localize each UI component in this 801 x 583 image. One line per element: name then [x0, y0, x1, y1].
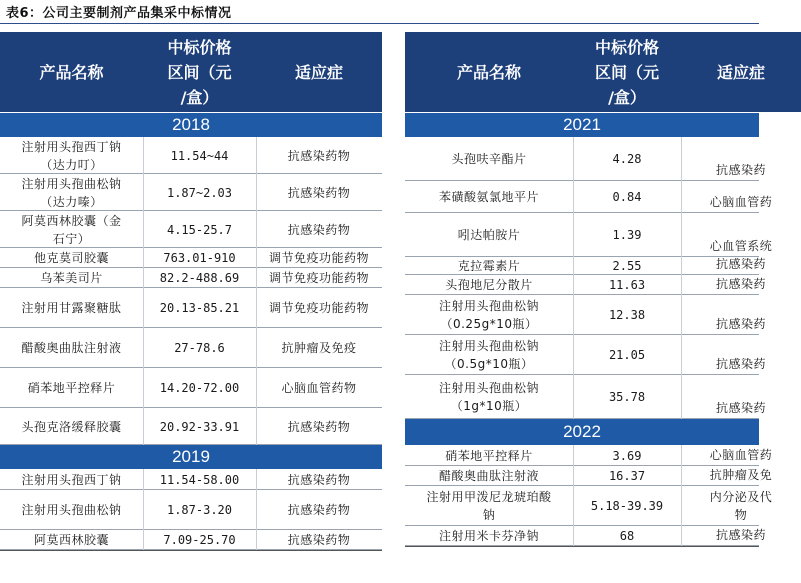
column-divider — [256, 248, 257, 268]
product-name-cell: 注射用头孢曲松钠 （达力嗪） — [21, 176, 122, 209]
table-bottom-border — [0, 550, 382, 551]
indication-cell: 内分泌及代 物 — [709, 490, 773, 522]
product-name-cell: 注射用头孢曲松钠 — [21, 503, 122, 517]
table-row — [0, 211, 382, 248]
indication-cell: 抗感染药物 — [287, 472, 351, 487]
column-divider — [573, 275, 574, 295]
indication-cell: 抗感染药 — [715, 357, 766, 371]
column-divider — [256, 490, 257, 530]
product-name-cell: 阿莫西林胶囊（金 石宁） — [21, 213, 122, 246]
indication-cell: 心脑血管药物 — [281, 381, 357, 395]
price-cell: 68 — [619, 529, 635, 543]
column-divider — [681, 466, 682, 486]
column-divider — [143, 469, 144, 490]
column-divider — [256, 174, 257, 211]
price-cell: 14.20-72.00 — [159, 381, 240, 395]
left-table — [0, 0, 382, 583]
column-divider — [256, 328, 257, 368]
header-product-name: 产品名称 — [0, 32, 143, 112]
table-row — [0, 288, 382, 328]
product-name-cell: 头孢呋辛酯片 — [451, 152, 527, 166]
table-row — [0, 174, 382, 211]
product-name-cell: 阿莫西林胶囊 — [33, 533, 109, 547]
indication-cell: 抗感染药物 — [287, 503, 351, 517]
table-row — [405, 526, 766, 546]
product-name-cell: 乌苯美司片 — [40, 271, 103, 285]
price-cell: 20.13-85.21 — [159, 301, 240, 315]
column-divider — [143, 408, 144, 445]
table-row — [0, 368, 382, 408]
price-cell: 27-78.6 — [174, 341, 225, 355]
year-row: 2019 — [0, 445, 382, 469]
column-divider — [681, 335, 682, 375]
column-divider — [573, 445, 574, 466]
table-row — [405, 181, 773, 213]
column-divider — [143, 288, 144, 328]
column-divider — [573, 466, 574, 486]
indication-cell: 抗感染药 — [715, 401, 766, 415]
column-divider — [681, 181, 682, 213]
product-name-cell: 苯磺酸氨氯地平片 — [438, 190, 539, 204]
column-divider — [681, 295, 682, 335]
table-row — [405, 257, 766, 275]
indication-cell: 抗肿瘤及免 — [709, 468, 773, 482]
column-divider — [573, 526, 574, 546]
column-divider — [256, 137, 257, 174]
price-cell: 16.37 — [608, 469, 646, 483]
price-cell: 12.38 — [608, 308, 646, 322]
column-divider — [143, 368, 144, 408]
price-cell: 1.39 — [612, 228, 642, 242]
table-row — [0, 469, 382, 490]
column-divider — [143, 530, 144, 550]
column-divider — [573, 486, 574, 526]
table-row — [0, 490, 382, 530]
column-divider — [143, 174, 144, 211]
product-name-cell: 注射用头孢曲松钠 （0.25g*10瓶） — [438, 299, 539, 331]
product-name-cell: 克拉霉素片 — [457, 259, 521, 273]
price-cell: 3.69 — [612, 448, 642, 463]
price-cell: 4.15-25.7 — [166, 222, 233, 237]
price-cell: 1.87~2.03 — [166, 185, 233, 200]
indication-cell: 抗感染药 — [715, 163, 766, 177]
table-row — [0, 408, 382, 445]
table-row — [0, 248, 382, 268]
column-divider — [681, 375, 682, 419]
indication-cell: 调节免疫功能药物 — [268, 301, 369, 315]
column-divider — [143, 328, 144, 368]
column-divider — [573, 137, 574, 181]
right-table — [405, 0, 773, 583]
table-row — [0, 328, 382, 368]
header-price-range: 中标价格 区间（元 /盒） — [143, 32, 256, 112]
table-row — [0, 137, 382, 174]
price-cell: 35.78 — [608, 390, 646, 404]
product-name-cell: 硝苯地平控释片 — [445, 448, 533, 463]
column-divider — [681, 257, 682, 275]
column-divider — [143, 490, 144, 530]
indication-cell: 抗感染药物 — [287, 419, 351, 434]
price-cell: 11.54~44 — [170, 148, 229, 163]
column-divider — [681, 526, 682, 546]
column-divider — [256, 530, 257, 550]
column-divider — [256, 288, 257, 328]
indication-cell: 调节免疫功能药物 — [268, 251, 369, 265]
price-cell: 4.28 — [612, 152, 642, 166]
indication-cell: 抗感染药 — [715, 257, 766, 271]
header-indication: 适应症 — [681, 32, 801, 112]
product-name-cell: 头孢克洛缓释胶囊 — [21, 419, 122, 434]
table-row — [405, 295, 766, 335]
indication-cell: 抗感染药物 — [287, 222, 351, 237]
column-divider — [573, 375, 574, 419]
header-indication: 适应症 — [256, 32, 382, 112]
year-row: 2018 — [0, 113, 382, 137]
header-product-name: 产品名称 — [405, 32, 573, 112]
product-name-cell: 注射用米卡芬净钠 — [438, 529, 539, 543]
column-divider — [256, 368, 257, 408]
column-divider — [573, 335, 574, 375]
table-title: 表6：公司主要制剂产品集采中标情况 — [6, 6, 232, 21]
indication-cell: 调节免疫功能药物 — [268, 271, 369, 285]
column-divider — [573, 213, 574, 257]
product-name-cell: 注射用头孢西丁钠 （达力叮） — [21, 139, 122, 172]
indication-cell: 抗肿瘤及免疫 — [281, 341, 357, 355]
product-name-cell: 注射用头孢曲松钠 （1g*10瓶） — [438, 381, 539, 413]
product-name-cell: 注射用甘露聚糖肽 — [21, 301, 122, 315]
product-name-cell: 吲达帕胺片 — [457, 228, 521, 242]
column-divider — [143, 211, 144, 248]
column-divider — [256, 211, 257, 248]
price-cell: 5.18-39.39 — [590, 499, 664, 513]
indication-cell: 心脑血管药 — [709, 448, 773, 462]
price-cell: 20.92-33.91 — [159, 419, 240, 434]
column-divider — [681, 213, 682, 257]
indication-cell: 抗感染药 — [715, 317, 766, 331]
column-divider — [143, 248, 144, 268]
price-cell: 82.2-488.69 — [159, 271, 240, 285]
column-divider — [573, 295, 574, 335]
indication-cell: 抗感染药 — [715, 528, 766, 542]
indication-cell: 心血管系统 — [709, 239, 773, 253]
price-cell: 2.55 — [612, 259, 642, 273]
column-divider — [681, 486, 682, 526]
table-row — [405, 486, 773, 526]
table-row — [405, 275, 766, 295]
column-divider — [681, 445, 682, 466]
product-name-cell: 注射用甲泼尼龙琥珀酸 钠 — [426, 490, 552, 522]
table-bottom-border — [405, 546, 759, 547]
indication-cell: 抗感染药物 — [287, 185, 351, 200]
price-cell: 0.84 — [612, 190, 642, 204]
column-divider — [573, 257, 574, 275]
product-name-cell: 注射用头孢西丁钠 — [21, 472, 122, 487]
table-row — [405, 137, 766, 181]
indication-cell: 抗感染药物 — [287, 533, 351, 547]
column-divider — [256, 268, 257, 288]
column-divider — [681, 137, 682, 181]
column-divider — [573, 181, 574, 213]
price-cell: 763.01-910 — [163, 251, 236, 265]
column-divider — [143, 137, 144, 174]
indication-cell: 抗感染药 — [715, 277, 766, 291]
price-cell: 21.05 — [608, 348, 646, 362]
product-name-cell: 醋酸奥曲肽注射液 — [21, 341, 122, 355]
year-row: 2022 — [405, 419, 759, 445]
table-row — [0, 268, 382, 288]
product-name-cell: 注射用头孢曲松钠 （0.5g*10瓶） — [438, 339, 539, 371]
table-row — [405, 375, 766, 419]
table-row — [405, 335, 766, 375]
column-divider — [256, 469, 257, 490]
column-divider — [681, 275, 682, 295]
indication-cell: 抗感染药物 — [287, 148, 351, 163]
product-name-cell: 醋酸奥曲肽注射液 — [438, 469, 539, 483]
table-row — [405, 466, 773, 486]
year-row: 2021 — [405, 113, 759, 137]
table-row — [405, 213, 773, 257]
table-row — [0, 530, 382, 550]
price-cell: 11.54-58.00 — [159, 472, 240, 487]
price-cell: 1.87-3.20 — [166, 503, 233, 517]
price-cell: 7.09-25.70 — [163, 533, 236, 547]
product-name-cell: 硝苯地平控释片 — [27, 381, 116, 395]
column-divider — [143, 268, 144, 288]
column-divider — [256, 408, 257, 445]
header-price-range: 中标价格 区间（元 /盒） — [573, 32, 681, 112]
price-cell: 11.63 — [608, 278, 646, 292]
product-name-cell: 他克莫司胶囊 — [33, 251, 109, 265]
product-name-cell: 头孢地尼分散片 — [445, 278, 533, 292]
table-row — [405, 445, 773, 466]
indication-cell: 心脑血管药 — [709, 195, 773, 209]
